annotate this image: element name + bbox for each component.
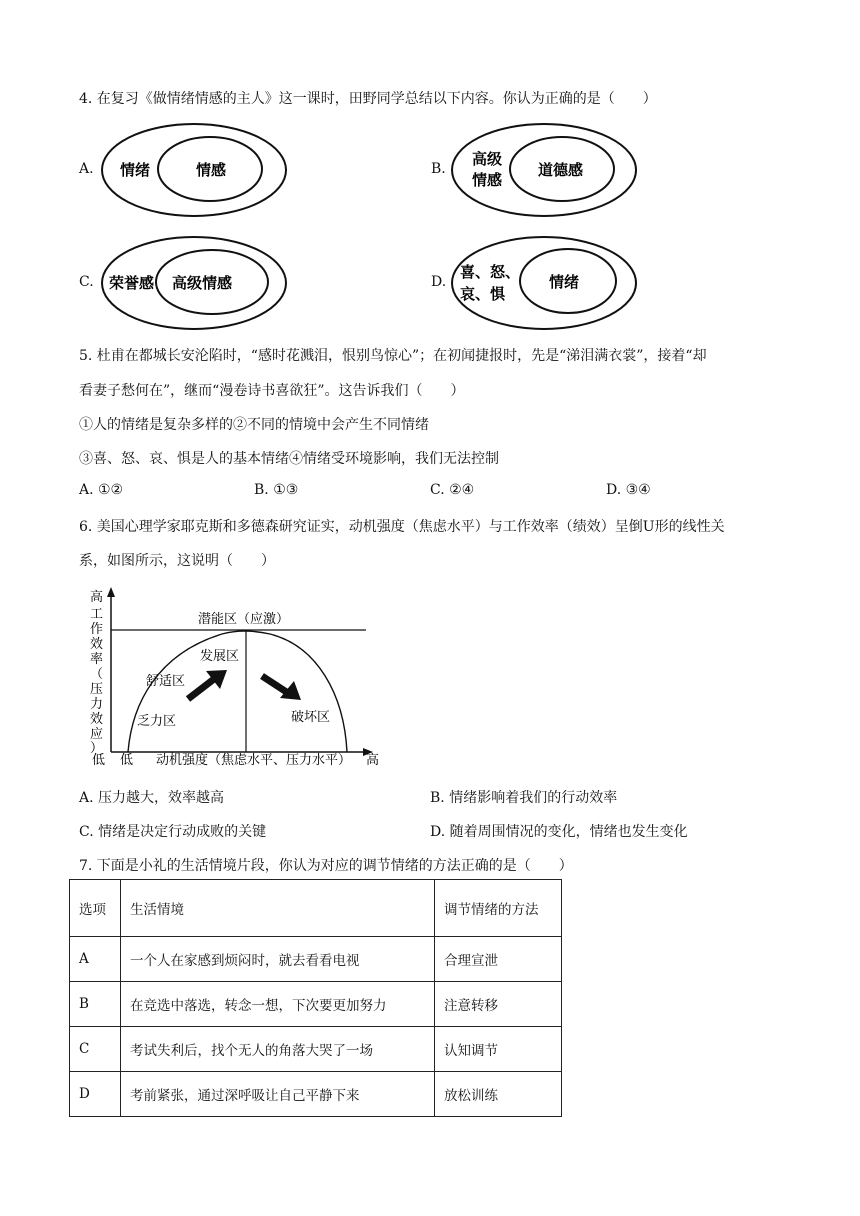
q4-c-inner-text: 高级情感 — [172, 274, 233, 292]
q4-d-outer-line2: 哀、惧 — [460, 285, 506, 303]
down-right-arrow-icon — [262, 676, 301, 700]
table-cell: 注意转移 — [435, 982, 562, 1027]
x-axis-label: 动机强度（焦虑水平、压力水平） — [156, 753, 352, 768]
q5-option-c: C. ②④ — [430, 482, 475, 498]
svg-text:率: 率 — [90, 652, 104, 667]
table-header-cell: 调节情绪的方法 — [435, 880, 562, 937]
q5-option-b: B. ①③ — [254, 482, 299, 498]
q4-a-inner-text: 情感 — [196, 161, 227, 179]
svg-text:效: 效 — [90, 637, 104, 652]
question-6-stem-line1: 6. 美国心理学家耶克斯和多德森研究证实，动机强度（焦虑水平）与工作效率（绩效）呈倒U形的线性关 — [79, 519, 725, 535]
y-axis-high-label: 高 — [90, 590, 104, 605]
q6-option-c: C. 情绪是决定行动成败的关键 — [79, 824, 267, 840]
y-axis-low-label: 低 — [92, 753, 106, 768]
zone-comfort-label: 舒适区 — [146, 674, 186, 689]
y-axis-label — [90, 607, 103, 756]
zone-destruction-label: 破坏区 — [291, 710, 331, 725]
table-row — [70, 982, 562, 1027]
q4-b-outer-line1: 高级 — [472, 150, 503, 168]
q4-option-b-label: B. — [431, 161, 446, 177]
q5-option-d: D. ③④ — [606, 482, 651, 498]
q4-d-outer-line1: 喜、怒、 — [460, 263, 521, 281]
question-6-stem-line2: 系，如图所示，这说明（ ） — [79, 553, 275, 569]
q4-option-a-diagram — [100, 120, 290, 220]
table-cell: 认知调节 — [435, 1027, 562, 1072]
q4-option-a-label: A. — [79, 161, 94, 177]
up-right-arrow-icon — [188, 670, 227, 699]
table-row — [70, 1027, 562, 1072]
peak-zone-label: 潜能区（应激） — [198, 612, 290, 627]
table-row — [70, 1072, 562, 1117]
q4-b-outer-line2: 情感 — [472, 171, 503, 189]
table-cell: 考前紧张，通过深呼吸让自己平静下来 — [121, 1072, 435, 1117]
svg-text:应: 应 — [90, 727, 104, 742]
q6-option-d: D. 随着周围情况的变化，情绪也发生变化 — [430, 824, 688, 840]
q6-option-b: B. 情绪影响着我们的行动效率 — [430, 790, 618, 806]
table-cell: B — [70, 982, 121, 1027]
q4-option-c-label: C. — [79, 274, 94, 290]
svg-text:）: ） — [90, 741, 104, 756]
q5-option-a: A. ①② — [79, 482, 124, 498]
question-7-stem: 7. 下面是小礼的生活情境片段，你认为对应的调节情绪的方法正确的是（ ） — [79, 858, 573, 874]
question-5-statements-1: ①人的情绪是复杂多样的②不同的情境中会产生不同情绪 — [79, 417, 429, 433]
svg-text:工: 工 — [90, 607, 104, 622]
x-axis-low-label: 低 — [120, 753, 134, 768]
table-cell: C — [70, 1027, 121, 1072]
table-cell: 一个人在家感到烦闷时，就去看看电视 — [121, 937, 435, 982]
svg-text:压: 压 — [90, 682, 104, 697]
table-cell: 考试失利后，找个无人的角落大哭了一场 — [121, 1027, 435, 1072]
q4-option-b-diagram — [450, 120, 640, 220]
zone-development-label: 发展区 — [200, 649, 240, 664]
q4-option-c-diagram — [100, 233, 290, 333]
table-cell: 合理宣泄 — [435, 937, 562, 982]
question-5-stem-line2: 看妻子愁何在”，继而“漫卷诗书喜欲狂”。这告诉我们（ ） — [79, 383, 465, 399]
q4-c-outer-text: 荣誉感 — [109, 274, 155, 292]
q4-option-d-diagram — [450, 233, 640, 333]
q7-table — [69, 879, 562, 1117]
svg-text:效: 效 — [90, 712, 104, 727]
table-cell: A — [70, 937, 121, 982]
table-header-cell: 生活情境 — [121, 880, 435, 937]
table-row — [70, 937, 562, 982]
table-header-cell: 选项 — [70, 880, 121, 937]
x-axis-high-label: 高 — [366, 753, 380, 768]
zone-weak-label: 乏力区 — [137, 714, 177, 729]
table-header-row — [70, 880, 562, 937]
question-5-stem-line1: 5. 杜甫在都城长安沦陷时，“感时花溅泪，恨别鸟惊心”；在初闻捷报时，先是“涕泪满衣裳”，接着“却 — [79, 348, 707, 364]
svg-text:作: 作 — [90, 622, 104, 637]
q4-a-outer-text: 情绪 — [120, 161, 151, 179]
q6-option-a: A. 压力越大，效率越高 — [79, 790, 225, 806]
q6-yerkes-dodson-figure — [82, 584, 392, 770]
question-5-statements-2: ③喜、怒、哀、惧是人的基本情绪④情绪受环境影响，我们无法控制 — [79, 451, 499, 467]
question-4-stem: 4. 在复习《做情绪情感的主人》这一课时，田野同学总结以下内容。你认为正确的是（ ） — [79, 91, 657, 107]
q4-b-inner-text: 道德感 — [538, 161, 584, 179]
table-cell: 在竞选中落选，转念一想，下次要更加努力 — [121, 982, 435, 1027]
svg-text:（: （ — [90, 667, 104, 682]
q4-d-inner-text: 情绪 — [549, 273, 580, 291]
q4-option-d-label: D. — [431, 274, 447, 290]
table-cell: 放松训练 — [435, 1072, 562, 1117]
table-cell: D — [70, 1072, 121, 1117]
svg-text:力: 力 — [90, 697, 104, 712]
